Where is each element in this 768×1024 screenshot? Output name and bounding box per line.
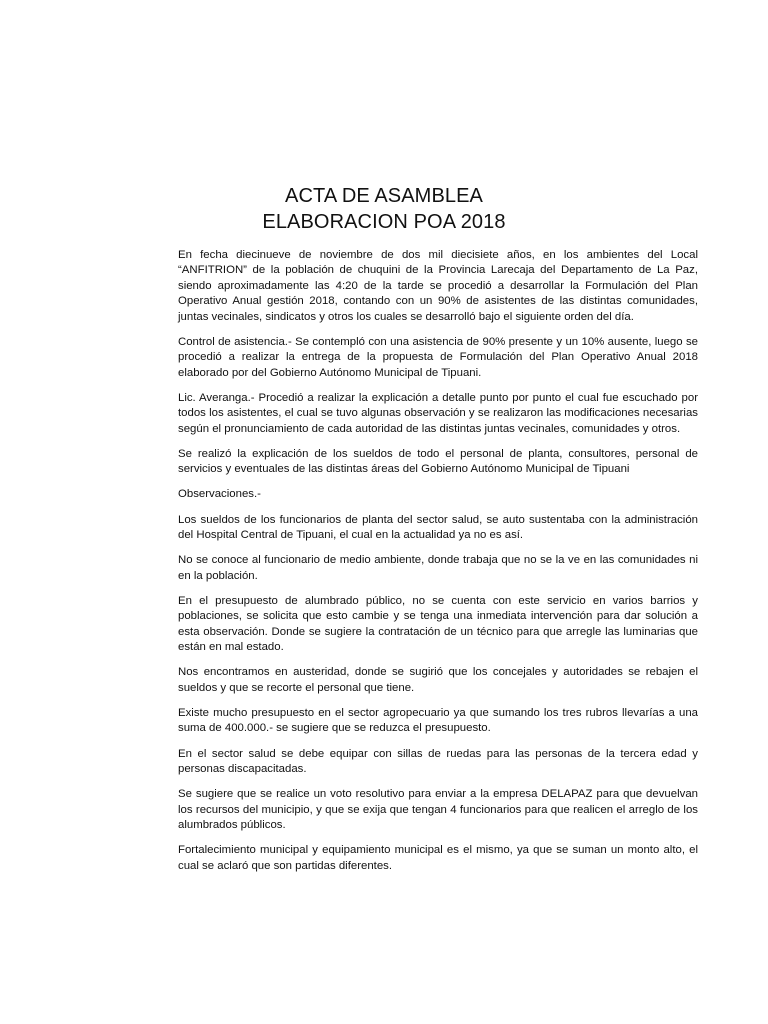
paragraph-averanga-explanation: Lic. Averanga.- Procedió a realizar la explicación a detalle punto por punto el cual fue escuchado por todos los asistentes, el cual se tuvo algunas observación y se realizaron las modificaciones necesarias según el pronunciamiento de cada autoridad de las distintas juntas vecinales, comunidades y otros. [178,391,698,435]
document-title [0,183,768,235]
title-line-1: ACTA DE ASAMBLEA [285,185,483,207]
paragraph-observations-heading: Observaciones.- [178,488,261,501]
paragraph-salaries-explanation: Se realizó la explicación de los sueldos de todo el personal de planta, consultores, personal de servicios y eventuales de las distintas áreas del Gobierno Autónomo Municipal de Tipuani [178,447,698,476]
paragraph-environment-official: No se conoce al funcionario de medio ambiente, donde trabaja que no se la ve en las comunidades ni en la población. [178,554,698,582]
paragraph-austerity: Nos encontramos en austeridad, donde se sugirió que los concejales y autoridades se rebajen el sueldos y que se recorte el personal que tiene. [178,666,698,694]
paragraph-health-wheelchairs: En el sector salud se debe equipar con sillas de ruedas para las personas de la tercera edad y personas discapacitadas. [178,747,698,775]
paragraph-health-salaries: Los sueldos de los funcionarios de planta del sector salud, se auto sustentaba con la administración del Hospital Central de Tipuani, el cual en la actualidad ya no es así. [178,513,698,542]
paragraph-attendance-control: Control de asistencia.- Se contempló con una asistencia de 90% presente y un 10% ausente, luego se procedió a realizar la entrega de la propuesta de Formulación del Plan Operativo Anual 2018 elaborado por del Gobierno Autónomo Municipal de Tipuani. [178,335,698,379]
title-line-2: ELABORACION POA 2018 [262,211,506,233]
paragraph-public-lighting: En el presupuesto de alumbrado público, no se cuenta con este servicio en varios barrios y poblaciones, se solicita que esto cambie y se tenga una inmediata intervención para dar solución a esta observación. Donde se sugiere la contratación de un técnico para que arregle las luminarias que están en mal estado. [178,594,698,654]
paragraph-opening: En fecha diecinueve de noviembre de dos mil diecisiete años, en los ambientes del Local “ANFITRION” de la población de chuquini de la Provincia Larecaja del Departamento de La Paz, siendo aproximadamente las 4:20 de la tarde se procedió a desarrollar la Formulación del Plan Operativo Anual gestión 2018, contando con un 90% de asistentes de las distintas comunidades, juntas vecinales, sindicatos y otros los cuales se desarrolló bajo el siguiente orden del día. [178,249,698,323]
paragraph-municipal-strengthening: Fortalecimiento municipal y equipamiento municipal es el mismo, ya que se suman un monto alto, el cual se aclaró que son partidas diferentes. [178,844,698,872]
paragraph-agriculture-budget: Existe mucho presupuesto en el sector agropecuario ya que sumando los tres rubros llevarías a una suma de 400.000.- se sugiere que se reduzca el presupuesto. [178,706,698,735]
document-body [178,248,698,884]
paragraph-delapaz-resolution: Se sugiere que se realice un voto resolutivo para enviar a la empresa DELAPAZ para que devuelvan los recursos del municipio, y que se exija que tengan 4 funcionarios para que realicen el arreglo de los alumbrados públicos. [178,788,698,831]
